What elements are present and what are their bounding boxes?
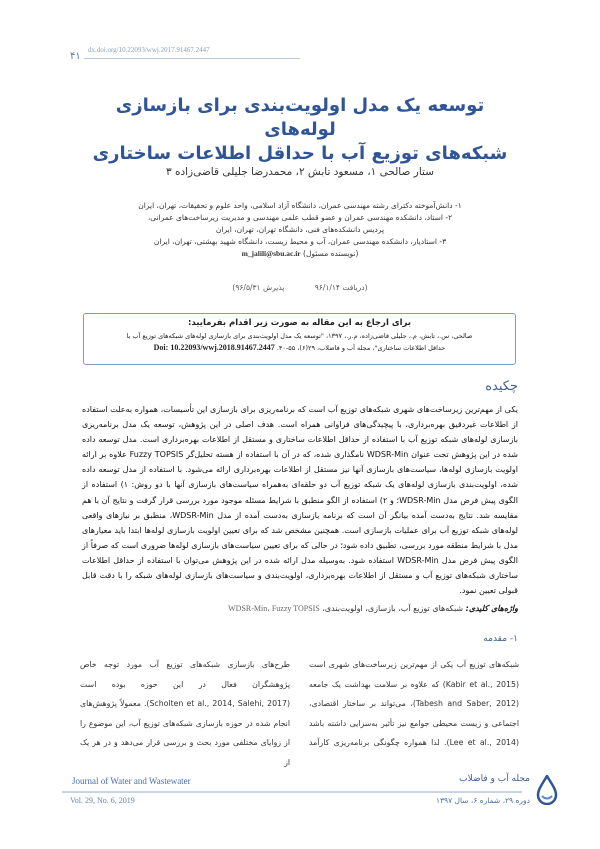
abstract-text: یکی از مهم‌ترین زیرساخت‌های شهری شبکه‌های توزیع آب است که برنامه‌ریزی برای بازسازی این تأسیسات، همواره به‌علت استفاده از اطلاعات غیردقیق بهره‌برداری، با پیچیدگی‌های فراوانی همراه است. هدف اصلی در این پژوهش، توسعه یک مدل برنامه‌ریزی بازسازی لوله‌های شبکه توزیع آب با استفاده از حداقل اطلاعات ساختاری و مستقل از اطلاعات بهره‌برداری است. مدل توسعه داده شده در این پژوهش تحت عنوان WDSR-Min نامگذاری شده، که در آن با استفاده از هسته تحلیل‌گر Fuzzy TOPSIS علاوه بر ارائه اولویت بازسازی لوله‌ها، سیاست‌های بازسازی آنها نیز مستقل از اطلاعات بهره‌برداری ارائه می‌شود. با استفاده از مدل توسعه داده شده، اولویت‌بندی بازسازی لوله‌های یک شبکه توزیع آب دو حلقه‌ای به‌همراه سیاست‌های بازسازی آنها با دو روش: ۱) استفاده از الگوی پیش فرض مدل WDSR-Min؛ و ۲) استفاده از الگو منطبق با شرایط مسئله موجود مورد بررسی قرار گرفت و نتایج آن با هم مقایسه شد. نتایج به‌دست آمده بیانگر آن است که برنامه بازسازی به‌دست آمده از مدل WDSR-Min، منطبق بر نیازهای واقعی لوله‌های شبکه توزیع آب برای عملیات بازسازی است. همچنین مشخص شد که برای تعیین اولویت بازسازی لوله‌ها ابتدا باید معیارهای مدل با شرایط منطقه مورد بررسی، تطبیق داده شود؛ در حالی که برای تعیین سیاست‌های بازسازی لوله‌ها ضروری است که صرفاً از الگوی پیش فرض مدل WDSR-Min استفاده شود. به‌وسیله مدل ارائه شده در این پژوهش می‌توان با استفاده از حداقل اطلاعات ساختاری شبکه‌های توزیع آب و مستقل از اطلاعات بهره‌برداری، اولویت‌بندی و سیاست‌های بازسازی لوله‌های شبکه را با دقت قابل قبولی تعیین نمود.: [82, 405, 518, 596]
title-line-1: توسعه یک مدل اولویت‌بندی برای بازسازی لوله‌های: [115, 95, 485, 140]
abstract-title: چکیده: [485, 379, 518, 394]
text-line: انجام شده در حوزه بازسازی شبکه‌های توزیع آب، این موضوع را: [80, 718, 290, 728]
doi-link[interactable]: dx.doi.org/10.22093/wwj.2017.91467.2447: [88, 46, 210, 54]
footer-volume-en: Vol. 29, No. 6, 2019: [70, 796, 135, 805]
affiliation-3: ۳- استادیار، دانشکده مهندسی عمران، آب و محیط زیست، دانشگاه شهید بهشتی، تهران، ایران: [153, 237, 447, 246]
keywords-latin: WDSR-Min، Fuzzy TOPSIS: [228, 604, 320, 613]
received-date: (دریافت ۹۶/۱/۱۴: [314, 283, 368, 292]
text-line: پژوهشگران فعال در این حوزه بوده است: [80, 679, 290, 689]
footer-volume-fa: دوره ۲۹، شماره ۶، سال ۱۳۹۷: [436, 796, 530, 805]
keywords: [82, 604, 518, 613]
text-line: (Scholten et al., 2014, Salehi, 2017). معمولاً پژوهش‌های: [80, 699, 290, 708]
article-title: [80, 94, 520, 166]
text-line: (Tabesh and Saber, 2012)، می‌تواند بر ساختار اقتصادی،: [309, 699, 519, 708]
text-line: طرح‌های بازسازی شبکه‌های توزیع آب مورد توجه خاص: [80, 660, 290, 669]
citation-line-2: [92, 342, 507, 354]
affiliation-2: ۲- استاد، دانشکده مهندسی عمران و عضو قطب علمی مهندسی و مدیریت زیرساخت‌های عمرانی،: [147, 213, 453, 222]
text-line: اجتماعی و زیست محیطی جوامع نیز تأثیر به‌سزایی داشته باشد: [309, 718, 519, 728]
citation-source: حداقل اطلاعات ساختاری"، مجله آب و فاضلاب، ۲۹(۶)، ۵۵-۴۰.: [276, 344, 446, 352]
corresponding-email[interactable]: m_jalili@sbu.ac.ir: [241, 249, 301, 258]
text-line: شبکه‌های توزیع آب یکی از مهم‌ترین زیرساخت‌های شهری است: [309, 660, 519, 669]
citation-box: [83, 313, 516, 365]
footer-journal-en: Journal of Water and Wastewater: [72, 776, 191, 786]
authors: ستار صالحی ۱، مسعود تابش ۲، محمدرضا جلیلی قاضی‌زاده ۳: [165, 166, 434, 178]
title-line-2: شبکه‌های توزیع آب با حداقل اطلاعات ساختاری: [92, 143, 508, 164]
corresponding-author: [120, 248, 480, 260]
citation-heading: برای ارجاع به این مقاله به صورت زیر اقدام بفرمایید:: [187, 318, 412, 328]
footer-journal-fa: مجله آب و فاضلاب: [459, 774, 530, 784]
header-rule: [84, 58, 300, 59]
text-line: از زوایای مختلفی مورد بحث و بررسی قرار می‌دهد و در هر یک از: [80, 738, 290, 767]
keywords-label: واژه‌های کلیدی:: [465, 604, 518, 613]
footer-rule: [62, 791, 522, 793]
accepted-date: پذیرش ۹۶/۵/۳۱): [232, 283, 285, 292]
citation-doi[interactable]: Doi: 10.22093/wwj.2018.91467.2447: [153, 343, 275, 352]
affiliation-2-cont: پردیس دانشکده‌های فنی، دانشگاه تهران، تهران، ایران: [215, 225, 385, 234]
citation-line-1: صالحی، س.، تابش، م.، جلیلی قاضی‌زاده، م.ر.، ۱۳۹۷، "توسعه یک مدل اولویت‌بندی برای بازسازی لوله‌های شبکه‌های توزیع آب با: [126, 332, 473, 340]
text-line: (Lee et al., 2014). لذا همواره چگونگی برنامه‌ریزی کارآمد: [309, 738, 519, 747]
water-drop-icon: [536, 775, 558, 805]
page-number: ۴۱: [70, 51, 81, 62]
section-heading-intro: ۱- مقدمه: [483, 634, 518, 644]
keywords-text: شبکه‌های توزیع آب، بازسازی، اولویت‌بندی،: [322, 604, 464, 613]
corresponding-label: (نویسنده مسئول): [303, 249, 359, 258]
intro-left-column: [80, 655, 290, 772]
article-dates: [200, 283, 400, 292]
affiliations: [120, 200, 480, 260]
text-line: (Kabir et al., 2015) که علاوه بر سلامت بهداشت یک جامعه: [309, 679, 519, 689]
affiliation-1: ۱- دانش‌آموخته دکترای رشته مهندسی عمران، دانشگاه آزاد اسلامی، واحد علوم و تحقیقات، تهران، ایران: [138, 201, 462, 210]
intro-right-column: [309, 655, 519, 753]
